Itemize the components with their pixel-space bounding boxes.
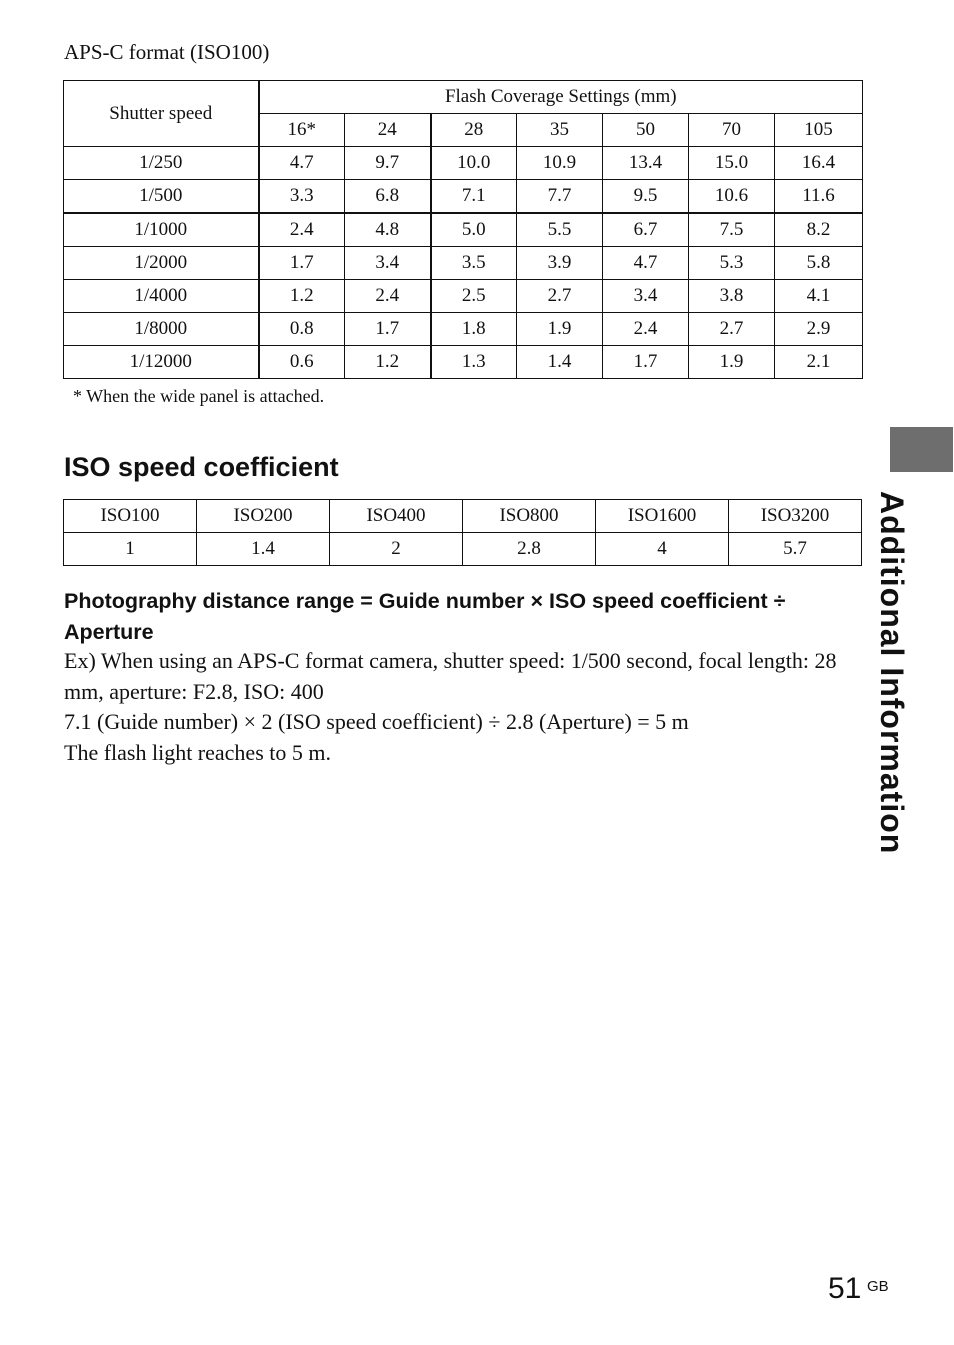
iso-coefficient-table (63, 499, 862, 566)
guide-number-cell: 1.3 (431, 346, 517, 379)
iso-value: 4 (596, 533, 729, 566)
guide-number-cell: 1.8 (431, 313, 517, 346)
shutter-speed-cell: 1/2000 (64, 247, 259, 280)
iso-value: 1 (64, 533, 197, 566)
guide-number-cell: 0.8 (259, 313, 345, 346)
shutter-speed-cell: 1/250 (64, 147, 259, 180)
formula-heading: Photography distance range = Guide number × ISO speed coefficient ÷ Aperture (64, 589, 786, 644)
guide-number-cell: 3.9 (517, 247, 603, 280)
column-header: 105 (775, 114, 863, 147)
guide-number-cell: 5.5 (517, 213, 603, 247)
guide-number-cell: 1.7 (345, 313, 431, 346)
guide-number-cell: 0.6 (259, 346, 345, 379)
guide-number-cell: 2.4 (603, 313, 689, 346)
guide-number-cell: 1.7 (259, 247, 345, 280)
iso-value: 2 (330, 533, 463, 566)
column-header: 70 (689, 114, 775, 147)
guide-number-cell: 3.4 (603, 280, 689, 313)
guide-number-cell: 1.7 (603, 346, 689, 379)
guide-number-cell: 2.4 (345, 280, 431, 313)
page-number: 51 (828, 1272, 862, 1305)
iso-header: ISO200 (197, 500, 330, 533)
guide-number-cell: 1.9 (689, 346, 775, 379)
guide-number-cell: 3.8 (689, 280, 775, 313)
table-footnote: * When the wide panel is attached. (73, 386, 325, 406)
iso-header: ISO400 (330, 500, 463, 533)
guide-number-cell: 1.4 (517, 346, 603, 379)
guide-number-cell: 10.9 (517, 147, 603, 180)
table-row (64, 147, 863, 180)
iso-value: 1.4 (197, 533, 330, 566)
section-heading: ISO speed coefficient (64, 452, 339, 482)
guide-number-cell: 10.6 (689, 180, 775, 214)
shutter-speed-cell: 1/8000 (64, 313, 259, 346)
guide-number-cell: 4.7 (603, 247, 689, 280)
flash-coverage-table (63, 80, 863, 379)
guide-number-cell: 3.4 (345, 247, 431, 280)
column-header: 35 (517, 114, 603, 147)
example-result: The flash light reaches to 5 m. (64, 739, 331, 765)
guide-number-cell: 3.5 (431, 247, 517, 280)
table-row (64, 346, 863, 379)
shutter-speed-cell: 1/1000 (64, 213, 259, 247)
guide-number-cell: 4.8 (345, 213, 431, 247)
table-row (64, 280, 863, 313)
column-header: 28 (431, 114, 517, 147)
table-row (64, 180, 863, 214)
guide-number-cell: 9.5 (603, 180, 689, 214)
example-text: Ex) When using an APS-C format camera, shutter speed: 1/500 second, focal length: 28 mm, aperture: F2.8, ISO: 400 (64, 648, 837, 704)
shutter-speed-cell: 1/4000 (64, 280, 259, 313)
iso-value: 2.8 (463, 533, 596, 566)
guide-number-cell: 1.2 (345, 346, 431, 379)
guide-number-cell: 9.7 (345, 147, 431, 180)
guide-number-cell: 1.2 (259, 280, 345, 313)
flash-coverage-header: Flash Coverage Settings (mm) (259, 81, 863, 114)
guide-number-cell: 3.3 (259, 180, 345, 214)
guide-number-cell: 2.9 (775, 313, 863, 346)
guide-number-cell: 7.5 (689, 213, 775, 247)
guide-number-cell: 16.4 (775, 147, 863, 180)
guide-number-cell: 2.1 (775, 346, 863, 379)
column-header: 24 (345, 114, 431, 147)
example-block (64, 646, 864, 768)
guide-number-cell: 13.4 (603, 147, 689, 180)
guide-number-cell: 2.4 (259, 213, 345, 247)
side-section-label: Additional Information (874, 491, 910, 855)
table-caption: APS-C format (ISO100) (64, 40, 270, 64)
guide-number-cell: 2.7 (689, 313, 775, 346)
shutter-speed-cell: 1/12000 (64, 346, 259, 379)
table-row (64, 213, 863, 247)
iso-header: ISO1600 (596, 500, 729, 533)
guide-number-cell: 6.7 (603, 213, 689, 247)
guide-number-cell: 2.7 (517, 280, 603, 313)
page-suffix: GB (867, 1278, 889, 1295)
shutter-speed-header: Shutter speed (64, 81, 259, 147)
table-row (64, 313, 863, 346)
guide-number-cell: 4.7 (259, 147, 345, 180)
guide-number-cell: 2.5 (431, 280, 517, 313)
guide-number-cell: 8.2 (775, 213, 863, 247)
guide-number-cell: 5.0 (431, 213, 517, 247)
guide-number-cell: 5.3 (689, 247, 775, 280)
iso-header: ISO800 (463, 500, 596, 533)
guide-number-cell: 1.9 (517, 313, 603, 346)
guide-number-cell: 7.7 (517, 180, 603, 214)
guide-number-cell: 10.0 (431, 147, 517, 180)
guide-number-cell: 6.8 (345, 180, 431, 214)
table-row (64, 247, 863, 280)
example-calculation: 7.1 (Guide number) × 2 (ISO speed coefficient) ÷ 2.8 (Aperture) = 5 m (64, 709, 689, 734)
section-tab-marker (890, 427, 953, 472)
shutter-speed-cell: 1/500 (64, 180, 259, 214)
guide-number-cell: 15.0 (689, 147, 775, 180)
guide-number-cell: 11.6 (775, 180, 863, 214)
column-header: 16* (259, 114, 345, 147)
guide-number-cell: 4.1 (775, 280, 863, 313)
column-header: 50 (603, 114, 689, 147)
guide-number-cell: 5.8 (775, 247, 863, 280)
iso-header: ISO100 (64, 500, 197, 533)
iso-value: 5.7 (729, 533, 862, 566)
iso-header: ISO3200 (729, 500, 862, 533)
guide-number-cell: 7.1 (431, 180, 517, 214)
